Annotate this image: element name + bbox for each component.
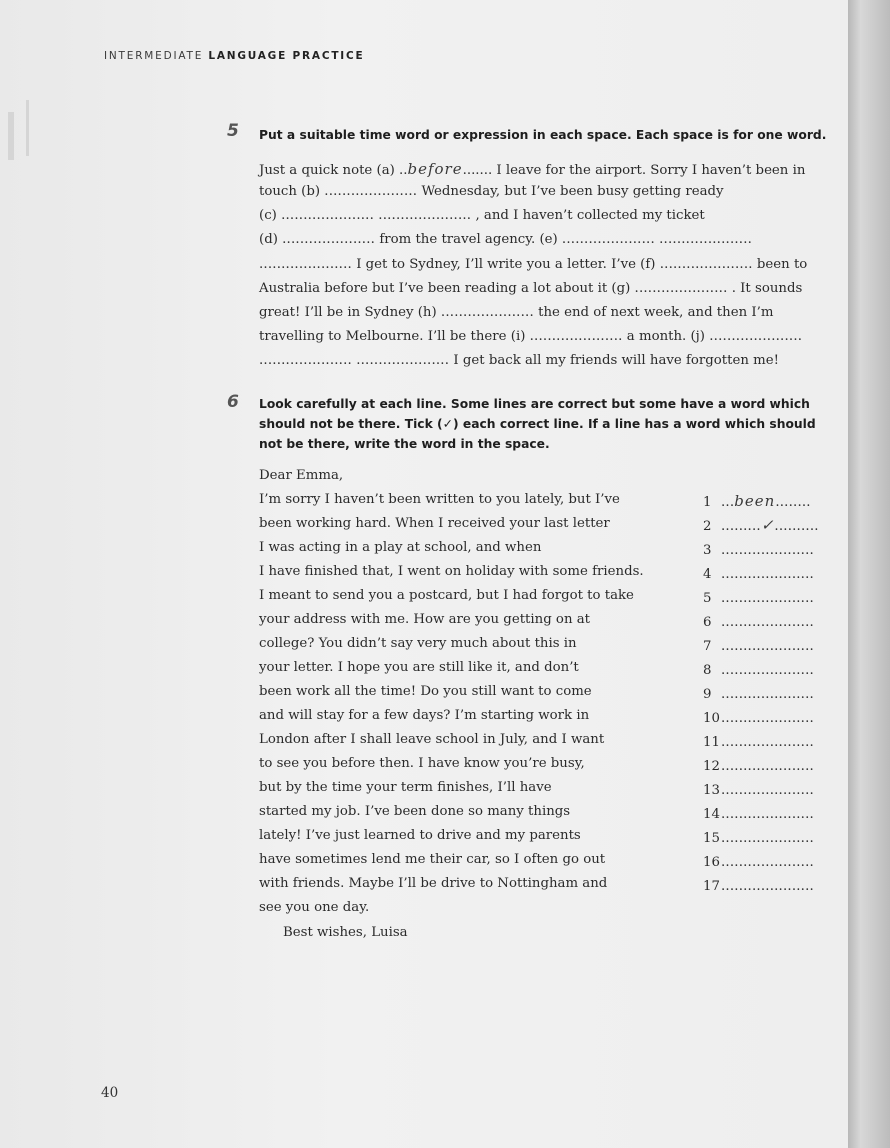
- answer-number: 11: [703, 735, 720, 750]
- answer-number: 6: [703, 615, 712, 630]
- letter-line: started my job. I’ve been done so many things: [259, 804, 571, 819]
- ex5-line-6: Australia before but I’ve been reading a lot about it (g) ..................... . It sounds: [259, 281, 803, 296]
- blank-j-1[interactable]: .....................: [709, 329, 803, 344]
- answer-number: 5: [703, 591, 712, 606]
- answer-blank[interactable]: .....................: [721, 591, 814, 606]
- answer-blank[interactable]: .....................: [721, 711, 814, 726]
- blank-c-2[interactable]: .....................: [378, 208, 472, 223]
- answer-number: 14: [703, 807, 720, 822]
- scan-edge-mark: [8, 112, 14, 160]
- letter-line: I’m sorry I haven’t been written to you lately, but I’ve: [259, 492, 620, 507]
- answer-blank[interactable]: .........✓..........: [721, 516, 819, 534]
- answer-number: 17: [703, 879, 720, 894]
- blank-g[interactable]: .....................: [634, 281, 728, 296]
- answer-number: 7: [703, 639, 712, 654]
- answer-number: 15: [703, 831, 720, 846]
- letter-line: with friends. Maybe I’ll be drive to Nottingham and: [259, 876, 608, 891]
- letter-line: been working hard. When I received your last letter: [259, 516, 610, 531]
- header-prefix: INTERMEDIATE: [104, 50, 204, 62]
- exercise-6-number: 6: [227, 392, 239, 412]
- answer-number: 8: [703, 663, 712, 678]
- answer-row: [703, 492, 811, 510]
- handwritten-answer: been: [734, 492, 776, 510]
- answer-blank[interactable]: .....................: [721, 759, 814, 774]
- letter-line: been work all the time! Do you still want to come: [259, 684, 592, 699]
- answer-row: [703, 636, 814, 654]
- blank-f[interactable]: .....................: [659, 257, 753, 272]
- answer-number: 9: [703, 687, 712, 702]
- answer-row: [703, 588, 814, 606]
- answer-row: [703, 780, 814, 798]
- blank-j-3[interactable]: .....................: [356, 353, 450, 368]
- answer-row: [703, 732, 814, 750]
- letter-line: I have finished that, I went on holiday with some friends.: [259, 564, 644, 579]
- answer-blank[interactable]: .....................: [721, 831, 814, 846]
- letter-line: I was acting in a play at school, and when: [259, 540, 542, 555]
- ex5-line-9: ..................... ..................... I get back all my friends will have forgotten me!: [259, 353, 779, 368]
- exercise-5-instruction: Put a suitable time word or expression in each space. Each space is for one word.: [259, 128, 827, 142]
- answer-row: [703, 876, 814, 894]
- answer-row: [703, 828, 814, 846]
- ex5-line-2: touch (b) ..................... Wednesday, but I’ve been busy getting ready: [259, 184, 724, 199]
- answer-blank[interactable]: .....................: [721, 639, 814, 654]
- blank-b[interactable]: .....................: [324, 184, 418, 199]
- answer-row: [703, 660, 814, 678]
- blank-j-2[interactable]: .....................: [259, 353, 352, 368]
- exercise-6-instruction: Look carefully at each line. Some lines are correct but some have a word which should not be there. Tick (✓) each correct line. If a line has a word which should not be there, write the word in the space.: [259, 397, 816, 451]
- answer-blank[interactable]: .....................: [721, 735, 814, 750]
- running-header: [104, 50, 365, 62]
- answer-row: [703, 804, 814, 822]
- answer-row: [703, 516, 819, 534]
- blank-e-3[interactable]: .....................: [259, 257, 352, 272]
- answer-blank[interactable]: .....................: [721, 807, 814, 822]
- scan-edge-mark: [26, 100, 29, 156]
- header-title: LANGUAGE PRACTICE: [208, 50, 365, 62]
- letter-line: college? You didn’t say very much about this in: [259, 636, 577, 651]
- answer-row: [703, 756, 814, 774]
- answer-row: [703, 852, 814, 870]
- letter-line: have sometimes lend me their car, so I often go out: [259, 852, 606, 867]
- answer-row: [703, 684, 814, 702]
- blank-e-1[interactable]: .....................: [561, 232, 655, 247]
- answer-blank[interactable]: .....................: [721, 663, 814, 678]
- letter-line: I meant to send you a postcard, but I had forgot to take: [259, 588, 634, 603]
- blank-i[interactable]: .....................: [529, 329, 623, 344]
- answer-blank[interactable]: .....................: [721, 615, 814, 630]
- answer-row: [703, 708, 814, 726]
- answer-blank[interactable]: .....................: [721, 543, 814, 558]
- answer-blank[interactable]: .....................: [721, 783, 814, 798]
- letter-line: and will stay for a few days? I’m starting work in: [259, 708, 590, 723]
- ex5-line-4: (d) ..................... from the travel agency. (e) ..................... .....................: [259, 232, 753, 247]
- blank-h[interactable]: .....................: [440, 305, 534, 320]
- letter-line: see you one day.: [259, 900, 370, 915]
- ex5-line-5: ..................... I get to Sydney, I’ll write you a letter. I’ve (f) ..................... been to: [259, 257, 808, 272]
- exercise-5-number: 5: [227, 121, 239, 141]
- letter-line: your address with me. How are you getting on at: [259, 612, 591, 627]
- answer-row: [703, 612, 814, 630]
- handwritten-answer: ✓: [760, 516, 775, 534]
- ex5-line-7: great! I’ll be in Sydney (h) ..................... the end of next week, and then I’m: [259, 305, 774, 320]
- answer-number: 16: [703, 855, 720, 870]
- answer-number: 12: [703, 759, 720, 774]
- answer-number: 13: [703, 783, 720, 798]
- answer-blank[interactable]: .....................: [721, 687, 814, 702]
- letter-line: London after I shall leave school in July, and I want: [259, 732, 605, 747]
- letter-salutation: Dear Emma,: [259, 468, 344, 483]
- answer-blank[interactable]: .....................: [721, 879, 814, 894]
- answer-blank[interactable]: .....................: [721, 567, 814, 582]
- answer-blank[interactable]: .....................: [721, 855, 814, 870]
- answer-number: 10: [703, 711, 720, 726]
- ex5-line-8: travelling to Melbourne. I’ll be there (i) ..................... a month. (j) .....................: [259, 329, 803, 344]
- answer-row: [703, 540, 814, 558]
- answer-blank[interactable]: ...been........: [721, 492, 811, 510]
- ex5-line-1: Just a quick note (a) ..before....... I leave for the airport. Sorry I haven’t been in: [259, 160, 806, 178]
- book-spine-shadow: [848, 0, 890, 1148]
- answer-a-handwritten: before: [407, 160, 463, 178]
- letter-line: lately! I’ve just learned to drive and my parents: [259, 828, 581, 843]
- letter-line: but by the time your term finishes, I’ll have: [259, 780, 552, 795]
- letter-line: to see you before then. I have know you’re busy,: [259, 756, 585, 771]
- answer-number: 3: [703, 543, 712, 558]
- blank-c-1[interactable]: .....................: [281, 208, 375, 223]
- letter-signoff: Best wishes, Luisa: [283, 925, 408, 940]
- answer-number: 2: [703, 519, 712, 534]
- blank-d[interactable]: .....................: [282, 232, 376, 247]
- page-number: 40: [101, 1085, 119, 1101]
- answer-number: 1: [703, 495, 712, 510]
- letter-line: your letter. I hope you are still like it, and don’t: [259, 660, 579, 675]
- blank-e-2[interactable]: .....................: [659, 232, 753, 247]
- answer-number: 4: [703, 567, 712, 582]
- answer-row: [703, 564, 814, 582]
- ex5-line-3: (c) ..................... ..................... , and I haven’t collected my ticket: [259, 208, 705, 223]
